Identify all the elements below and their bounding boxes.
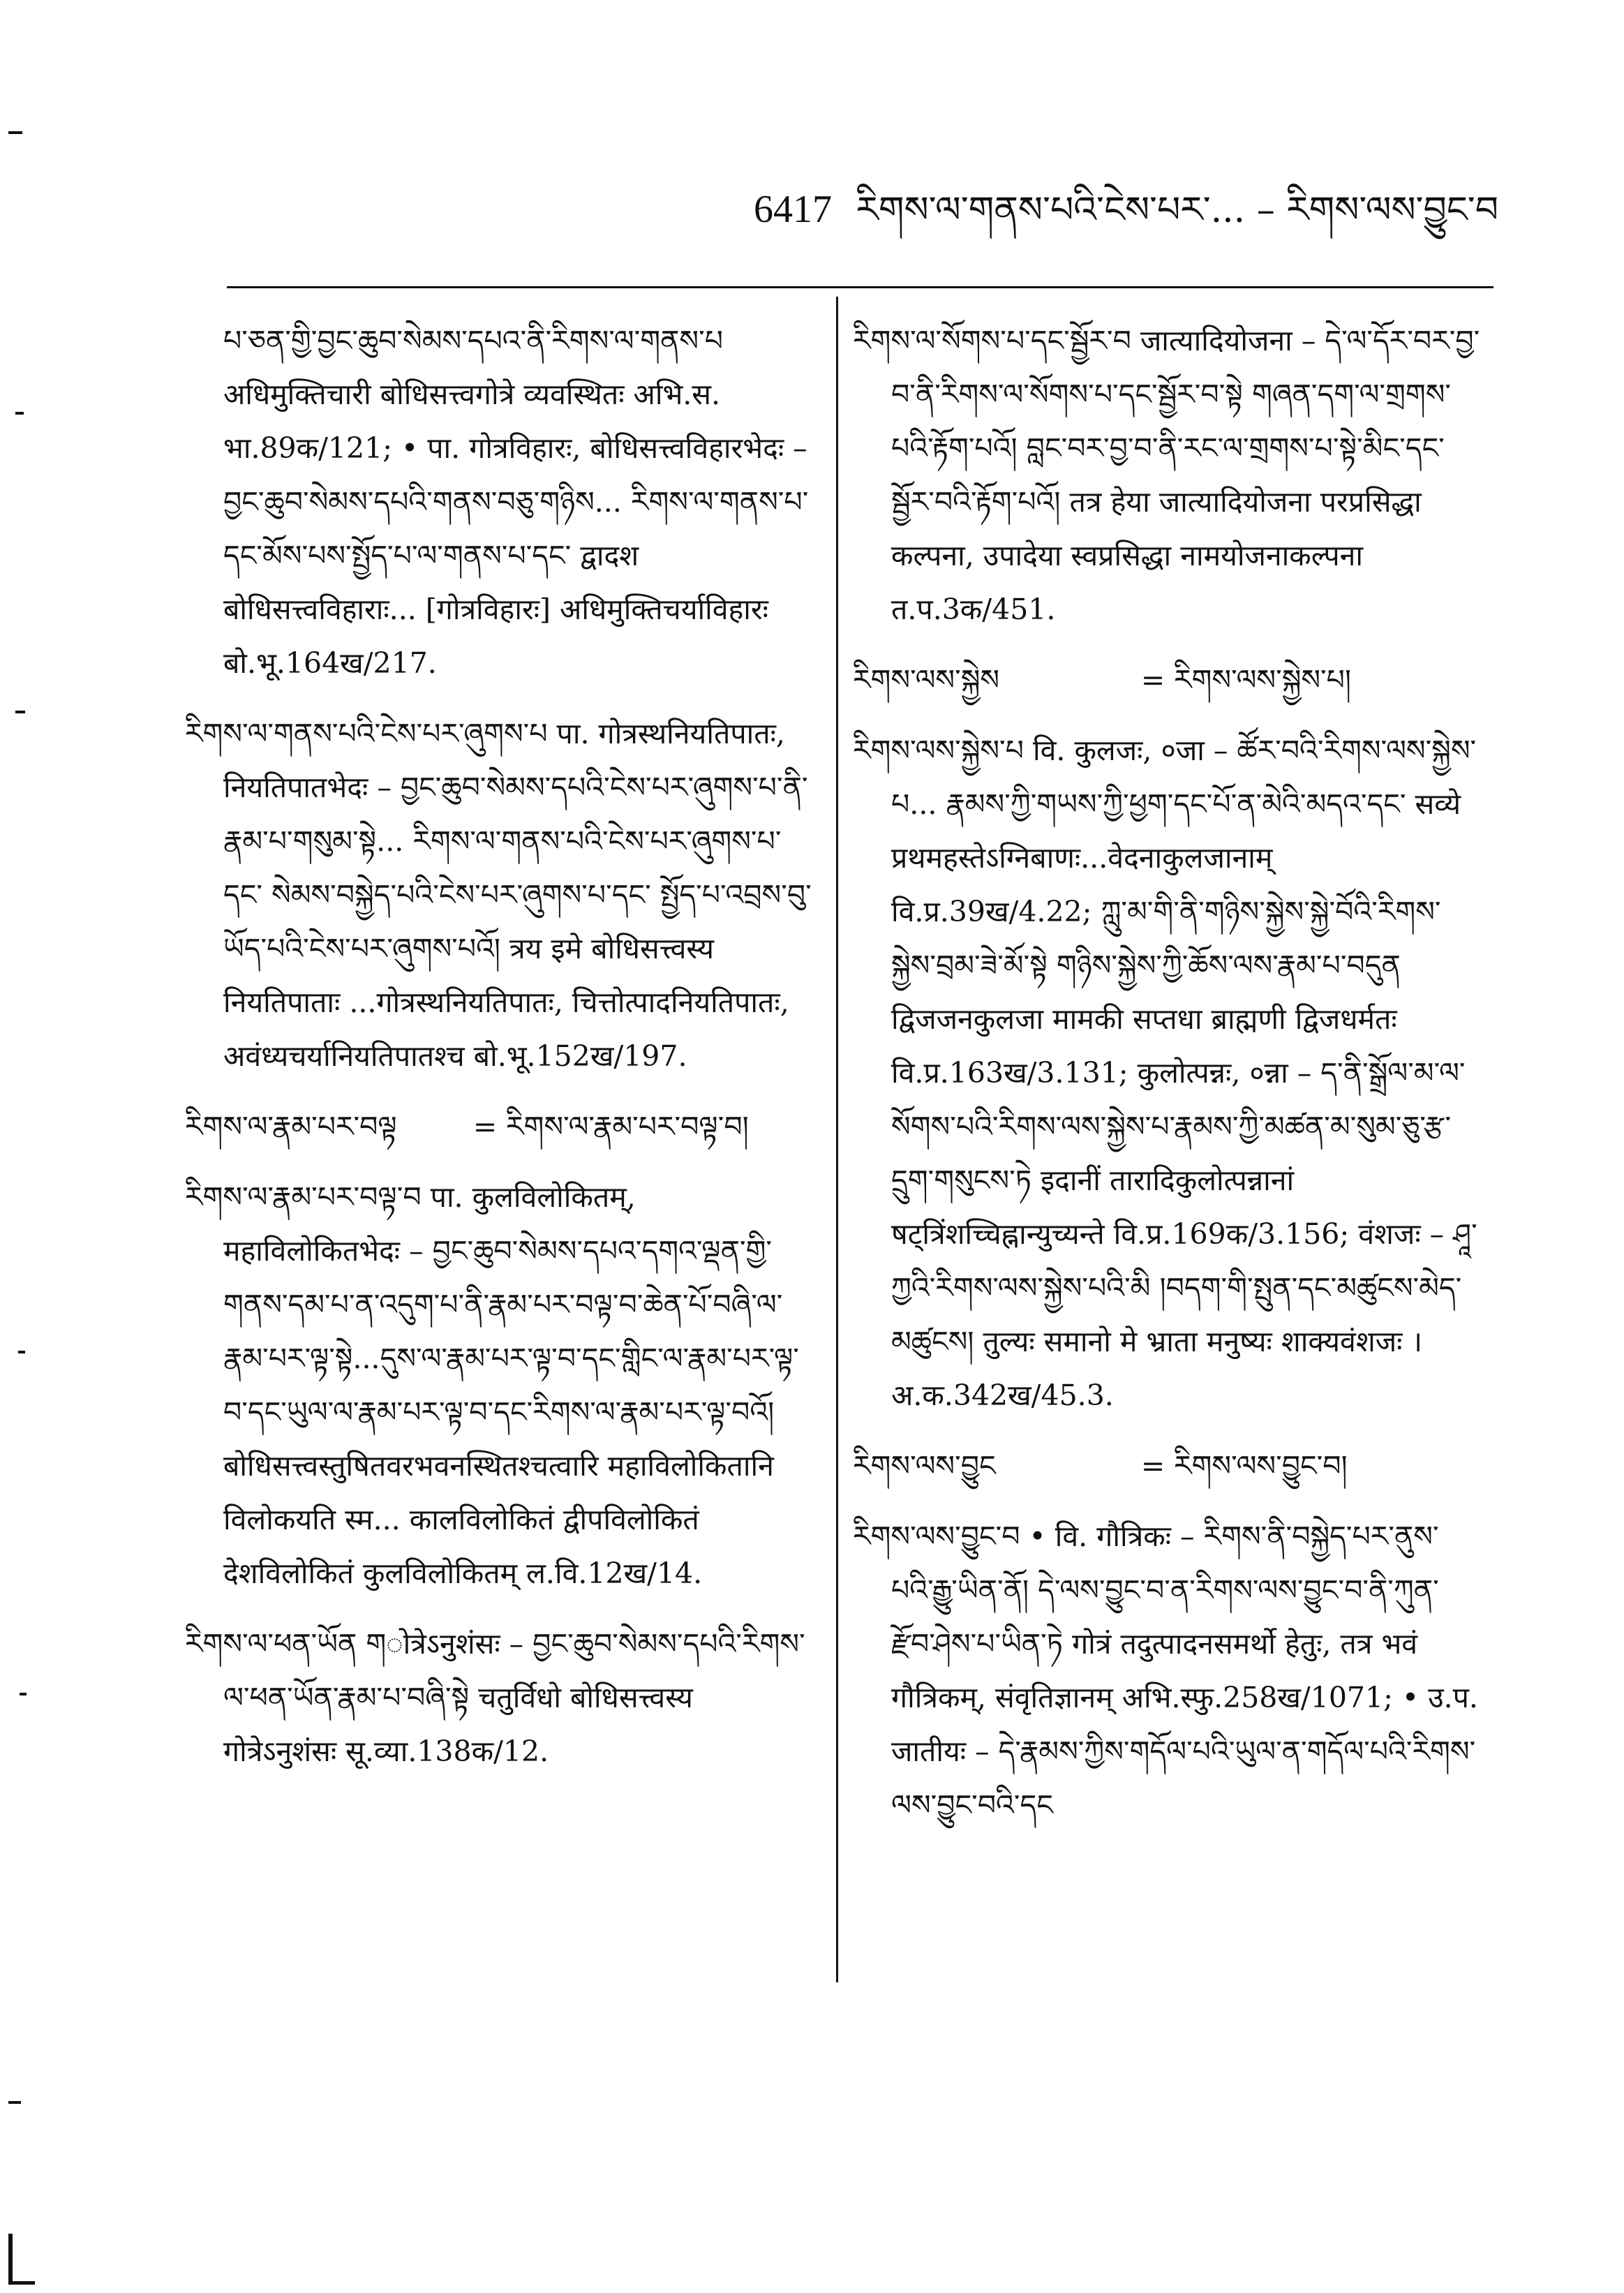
running-head: རིགས་ལ་གནས་པའི་ངེས་པར་... – རིགས་ལས་བྱུང་བ xyxy=(856,189,1499,231)
dictionary-entry: རིགས་ལ་སོགས་པ་དང་སྦྱོར་བ जात्यादियोजना – དེ་ལ་དོར་བར་བྱ་བ་ནི་རིགས་ལ་སོགས་པ་དང་སྦྱོར་བ་སྟེ གཞན་དག་ལ་གྲགས་པའི་རྟོག་པའོ། བླང་བར་བྱ་བ་ནི་རང་ལ་གྲགས་པ་སྟེ་མིང་དང་སྦྱོར་བའི་རྟོག་པའོ། तत्र हेया जात्यादियोजना परप्रसिद्धा कल्पना, उपादेया स्वप्रसिद्धा नामयोजनाकल्पना त.प.3क/451. xyxy=(853,324,1480,626)
scan-mark xyxy=(18,1351,25,1353)
xref-target: རིགས་ལ་རྣམ་པར་བལྟ་བ། xyxy=(506,1110,749,1143)
xref-target: རིགས་ལས་བྱུང་བ། xyxy=(1174,1449,1348,1483)
page-header xyxy=(754,185,1499,235)
scan-mark xyxy=(20,1693,27,1695)
page-number: 6417 xyxy=(754,188,832,231)
xref-target: རིགས་ལས་སྐྱེས་པ། xyxy=(1174,663,1352,697)
dictionary-entry-continuation: པ་ཅན་གྱི་བྱང་ཆུབ་སེམས་དཔའ་ནི་རིགས་ལ་གནས་པ अधिमुक्तिचारी बोधिसत्त्वगोत्रे व्यवस्थितः अभि.स. भा.89क/121; • पा. गोत्रविहारः, बोधिसत्त्वविहारभेदः – བྱང་ཆུབ་སེམས་དཔའི་གནས་བཅུ་གཉིས... རིགས་ལ་གནས་པ་དང་མོས་པས་སྤྱོད་པ་ལ་གནས་པ་དང་ द्वादश बोधिसत्त्वविहाराः... [गोत्रविहारः] अधिमुक्तिचर्याविहारः बो.भू.164ख/217. xyxy=(223,324,809,680)
dictionary-entry: རིགས་ལ་ཕན་ཡོན གोत्रेऽनुशंसः – བྱང་ཆུབ་སེམས་དཔའི་རིགས་ལ་ཕན་ཡོན་རྣམ་པ་བཞི་སྟེ चतुर्विधो बोधिसत्त्वस्य गोत्रेऽनुशंसः सू.व्या.138क/12. xyxy=(185,1627,805,1768)
scan-mark xyxy=(8,2101,21,2104)
dictionary-entry: རིགས་ལས་སྐྱེས་པ वि. कुलजः, ०जा – ཚོར་བའི་རིགས་ལས་སྐྱེས་པ... རྣམས་ཀྱི་གཡས་ཀྱི་ཕྱག་དང་པོ་ན་མེའི་མདའ་དང་ सव्ये प्रथमहस्तेऽग्निबाणः...वेदनाकुलजानाम् वि.प्र.39ख/4.22; ཀླུ་མ་གི་ནི་གཉིས་སྐྱེས་སྐྱེ་བོའི་རིགས་སྐྱེས་བྲམ་ཟེ་མོ་སྟེ གཉིས་སྐྱེས་ཀྱི་ཆོས་ལས་རྣམ་པ་བདུན द्विजजनकुलजा मामकी सप्तधा ब्राह्मणी द्विजधर्मतः वि.प्र.163ख/3.131; कुलोत्पन्नः, ०न्ना – ད་ནི་སྒྲོལ་མ་ལ་སོགས་པའི་རིགས་ལས་སྐྱེས་པ་རྣམས་ཀྱི་མཚན་མ་སུམ་ཅུ་རྩ་དྲུག་གསུངས་ཏེ इदानीं तारादिकुलोत्पन्नानां षट्त्रिंशच्चिह्नान्युच्यन्ते वि.प्र.169क/3.156; वंशजः – ཤཱ་ཀྱའི་རིགས་ལས་སྐྱེས་པའི་མི །བདག་གི་སྤུན་དང་མཚུངས་མེད་མཚུངས། तुल्यः समानो मे भ्राता मनुष्यः शाक्यवंशजः । अ.क.342ख/45.3. xyxy=(853,734,1477,1412)
scan-mark xyxy=(8,2281,35,2285)
column-divider xyxy=(836,297,838,1982)
dictionary-entry: རིགས་ལ་གནས་པའི་ངེས་པར་ཞུགས་པ पा. गोत्रस्थनियतिपातः, नियतिपातभेदः – བྱང་ཆུབ་སེམས་དཔའི་ངེས་པར་ཞུགས་པ་ནི་རྣམ་པ་གསུམ་སྟེ... རིགས་ལ་གནས་པའི་ངེས་པར་ཞུགས་པ་དང་ སེམས་བསྐྱེད་པའི་ངེས་པར་ཞུགས་པ་དང་ སྤྱོད་པ་འབྲས་བུ་ཡོད་པའི་ངེས་པར་ཞུགས་པའོ། त्रय इमे बोधिसत्त्वस्य नियतिपाताः ...गोत्रस्थनियतिपातः, चित्तोत्पादनियतिपातः, अवंध्यचर्यानियतिपातश्च बो.भू.152ख/197. xyxy=(185,717,812,1073)
left-column xyxy=(185,314,813,1795)
cross-reference xyxy=(853,1439,1481,1493)
cross-reference xyxy=(185,1100,813,1154)
xref-equals: = xyxy=(1140,663,1165,697)
scan-mark xyxy=(15,412,24,415)
xref-equals: = xyxy=(1140,1449,1165,1483)
xref-headword: རིགས་ལ་རྣམ་པར་བལྟ xyxy=(185,1110,397,1143)
right-column xyxy=(853,314,1481,1849)
dictionary-entry: རིགས་ལ་རྣམ་པར་བལྟ་བ पा. कुलविलोकितम्, महाविलोकितभेदः – བྱང་ཆུབ་སེམས་དཔའ་དགའ་ལྡན་གྱི་གནས་དམ་པ་ན་འདུག་པ་ནི་རྣམ་པར་བལྟ་བ་ཆེན་པོ་བཞི་ལ་རྣམ་པར་ལྟ་སྟེ...དུས་ལ་རྣམ་པར་ལྟ་བ་དང་གླིང་ལ་རྣམ་པར་ལྟ་བ་དང་ཡུལ་ལ་རྣམ་པར་ལྟ་བ་དང་རིགས་ལ་རྣམ་པར་ལྟ་བའོ། बोधिसत्त्वस्तुषितवरभवनस्थितश्चत्वारि महाविलोकितानि विलोकयति स्म... कालविलोकितं द्वीपविलोकितं देशविलोकितं कुलविलोकितम् ल.वि.12ख/14. xyxy=(185,1180,799,1590)
xref-headword: རིགས་ལས་སྐྱེས xyxy=(853,663,1000,697)
header-rule xyxy=(227,286,1493,288)
cross-reference xyxy=(853,653,1481,707)
xref-headword: རིགས་ལས་བྱུང xyxy=(853,1449,996,1483)
scan-mark xyxy=(8,131,22,134)
scan-mark xyxy=(8,2234,13,2283)
xref-equals: = xyxy=(472,1110,498,1143)
scan-mark xyxy=(15,711,25,713)
dictionary-entry: རིགས་ལས་བྱུང་བ • वि. गौत्रिकः – རིགས་ནི་བསྐྱེད་པར་ནུས་པའི་རྒྱུ་ཡིན་ནོ། དེ་ལས་བྱུང་བ་ན་རིགས་ལས་བྱུང་བ་ནི་ཀུན་རྫོབ་ཤེས་པ་ཡིན་ཏེ गोत्रं तदुत्पादनसमर्थो हेतुः, तत्र भवं गौत्रिकम्, संवृतिज्ञानम् अभि.स्फु.258ख/1071; • उ.प. जातीयः – དེ་རྣམས་ཀྱིས་གདོལ་པའི་ཡུལ་ན་གདོལ་པའི་རིགས་ལས་བྱུང་བའི་དང xyxy=(853,1520,1478,1822)
